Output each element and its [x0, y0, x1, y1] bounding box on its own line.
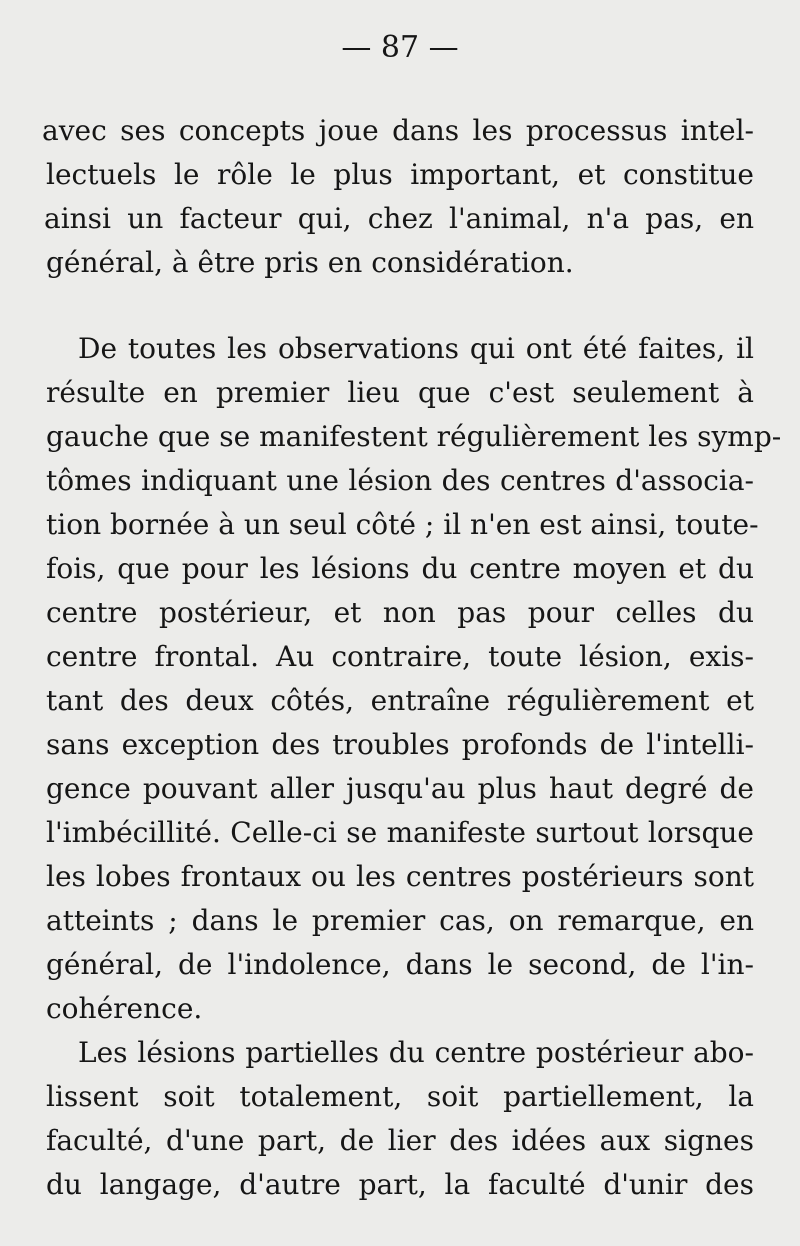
text-line: tômes indiquant une lésion des centres d'associa- [46, 464, 754, 497]
text-line: l'imbécillité. Celle-ci se manifeste surtout lorsque [46, 816, 754, 849]
text-line: cohérence. [46, 992, 203, 1025]
text-line: gauche que se manifestent régulièrement les symp- [46, 420, 782, 453]
text-line: résulte en premier lieu que c'est seulement à [46, 376, 754, 409]
text-line: Les lésions partielles du centre postérieur abo- [78, 1036, 754, 1069]
text-line: ainsi un facteur qui, chez l'animal, n'a pas, en [44, 202, 754, 235]
text-line: tion bornée à un seul côté ; il n'en est ainsi, toute- [46, 508, 759, 541]
text-line: les lobes frontaux ou les centres postérieurs sont [46, 860, 754, 893]
text-line: De toutes les observations qui ont été faites, il [78, 332, 754, 365]
text-line: faculté, d'une part, de lier des idées aux signes [46, 1124, 754, 1157]
text-line: sans exception des troubles profonds de l'intelli- [46, 728, 754, 761]
text-line: gence pouvant aller jusqu'au plus haut degré de [46, 772, 754, 805]
text-line: centre frontal. Au contraire, toute lésion, exis- [46, 640, 754, 673]
text-line: avec ses concepts joue dans les processus intel- [42, 114, 754, 147]
text-line: fois, que pour les lésions du centre moyen et du [46, 552, 754, 585]
text-line: centre postérieur, et non pas pour celles du [46, 596, 754, 629]
text-line: atteints ; dans le premier cas, on remarque, en [46, 904, 754, 937]
text-line: lectuels le rôle le plus important, et constitue [46, 158, 754, 191]
text-line: du langage, d'autre part, la faculté d'unir des [46, 1168, 754, 1201]
page-number: — 87 — [341, 30, 459, 65]
text-line: général, de l'indolence, dans le second, de l'in- [46, 948, 754, 981]
text-line: général, à être pris en considération. [46, 246, 574, 279]
text-line: lissent soit totalement, soit partiellement, la [46, 1080, 754, 1113]
text-line: tant des deux côtés, entraîne régulièrement et [46, 684, 754, 717]
